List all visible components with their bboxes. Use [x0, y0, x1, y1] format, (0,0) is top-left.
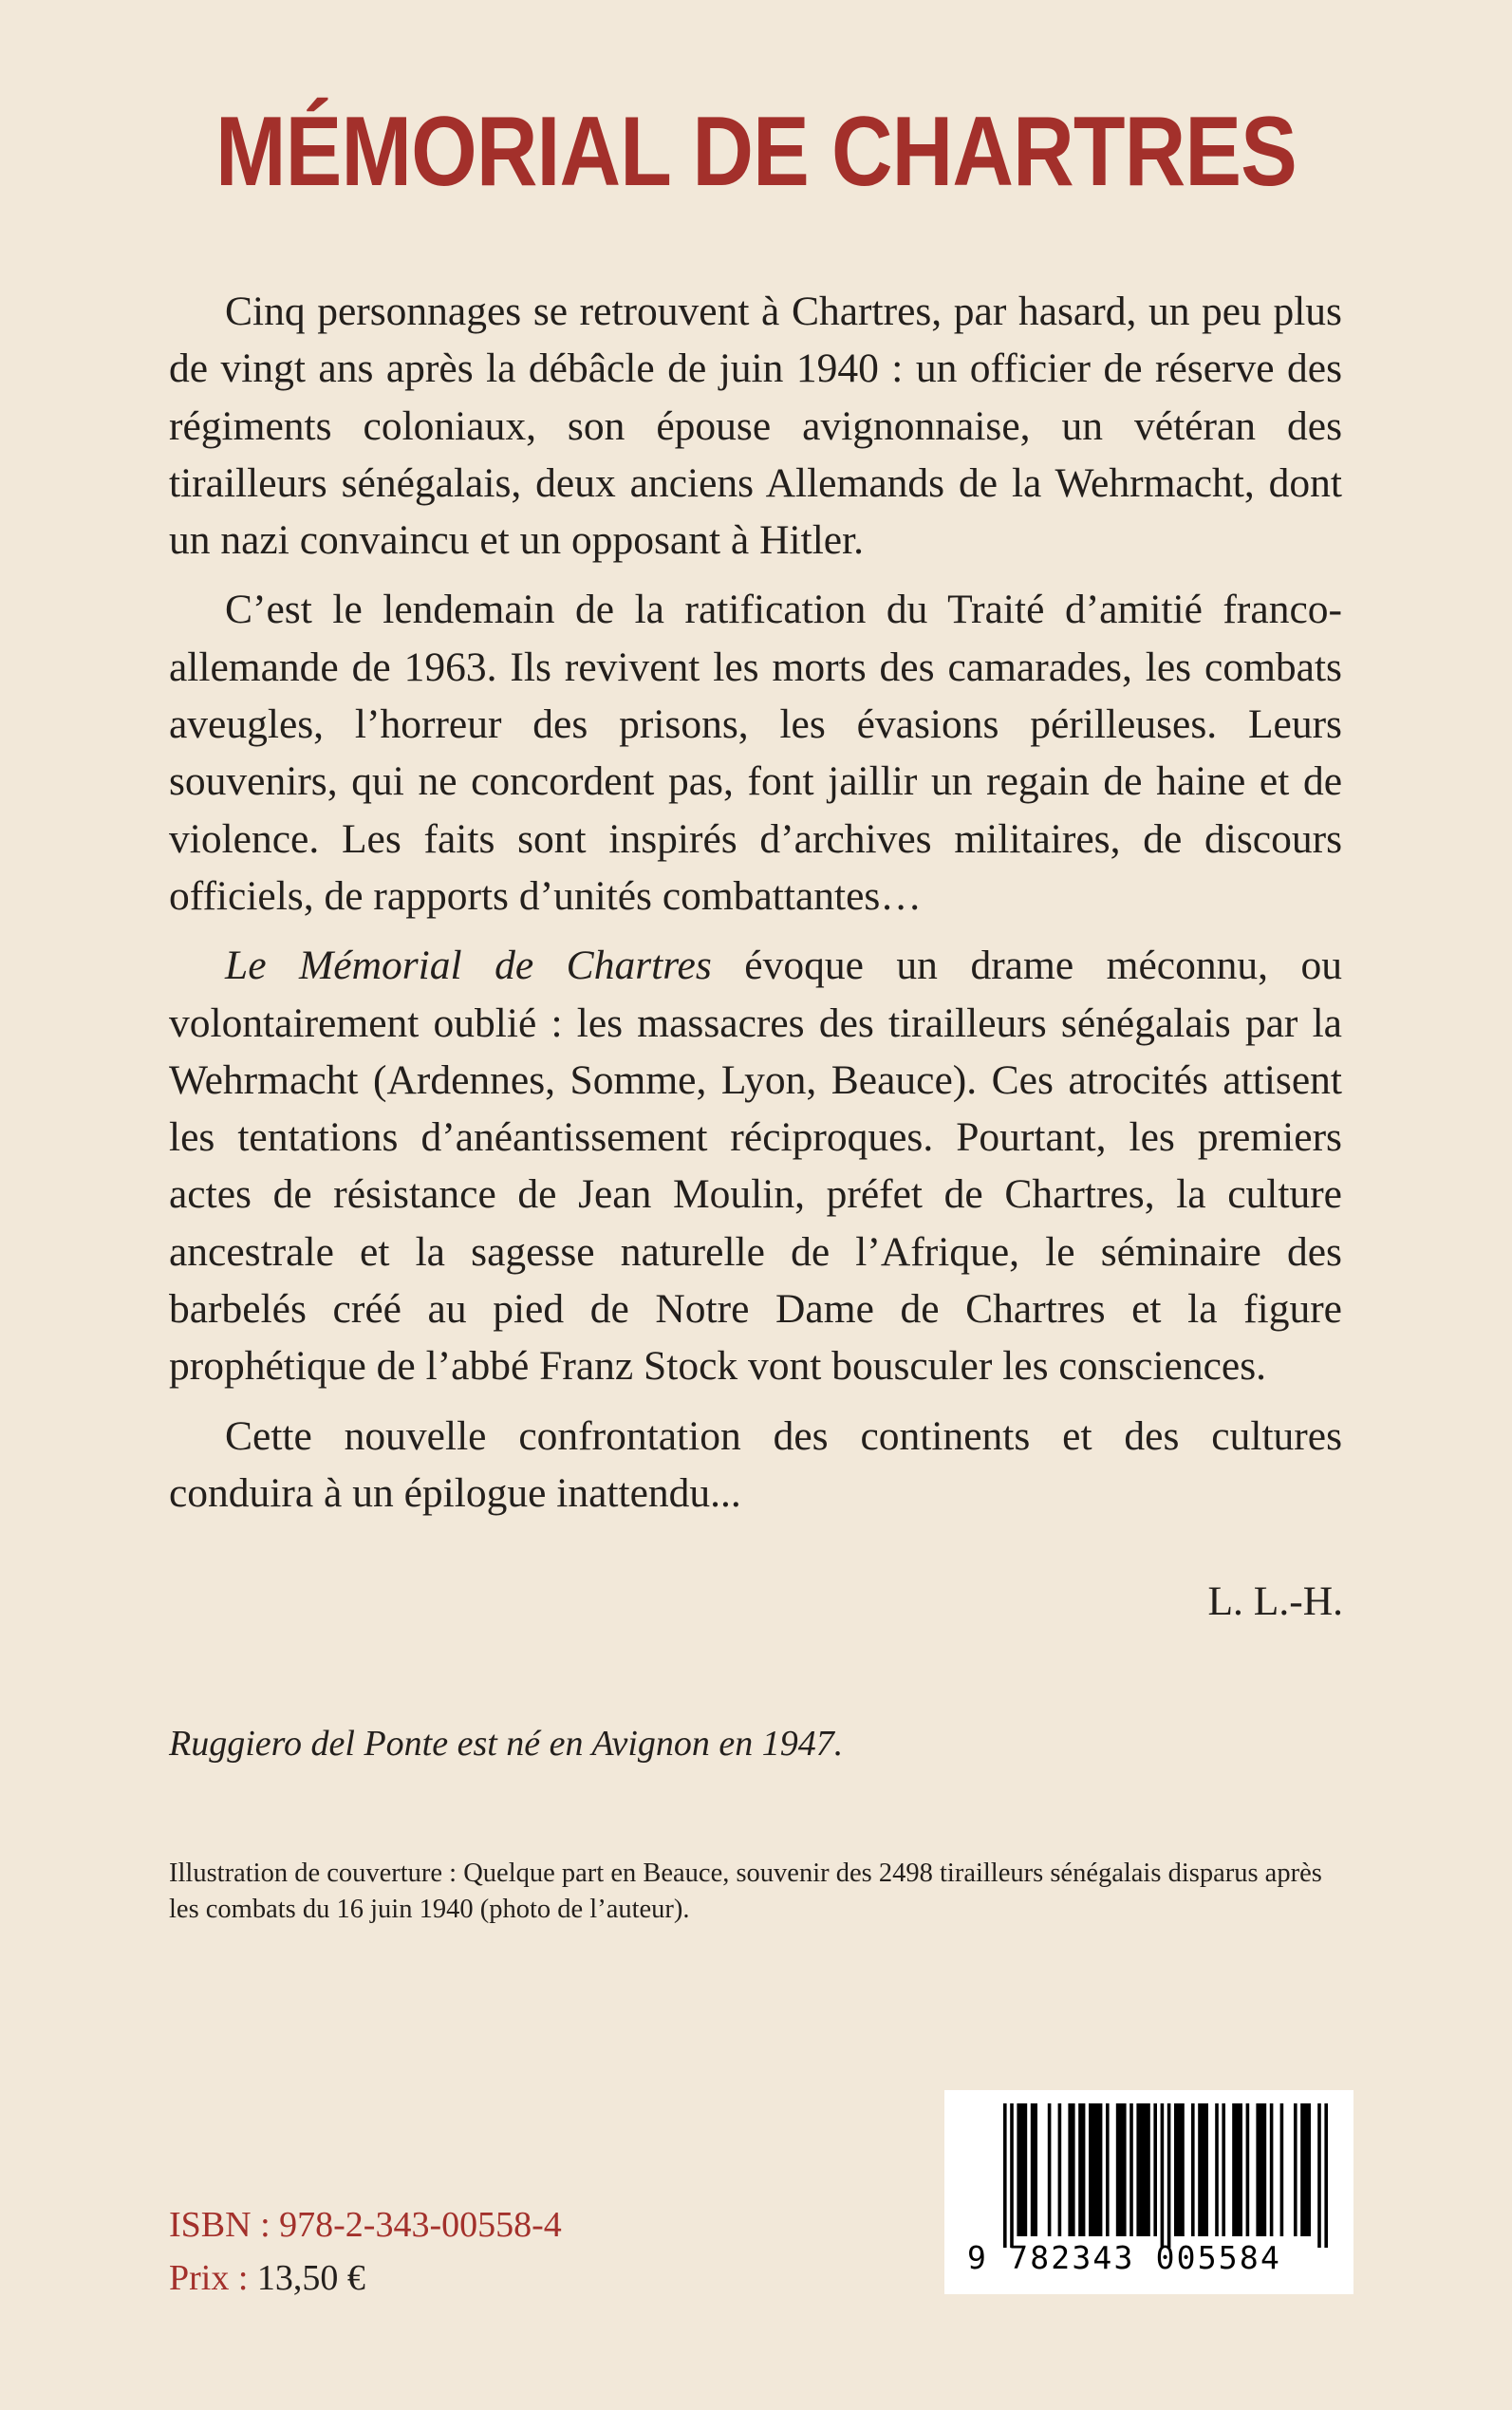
barcode-bar — [1116, 2103, 1127, 2236]
barcode-bar — [1161, 2103, 1165, 2248]
barcode-bar — [1256, 2103, 1266, 2236]
barcode-bar — [1031, 2103, 1037, 2236]
barcode — [944, 2090, 1353, 2294]
barcode-bar — [1129, 2103, 1133, 2236]
barcode-bar — [1153, 2103, 1157, 2236]
barcode-bar — [1078, 2103, 1085, 2236]
barcode-bar — [1058, 2103, 1062, 2236]
barcode-bar — [1167, 2103, 1171, 2248]
isbn: ISBN : 978-2-343-00558-4 — [169, 2205, 562, 2245]
blurb-paragraph-3 — [169, 937, 1342, 1394]
price-label: Prix : — [169, 2258, 249, 2298]
blurb-signature: L. L.-H. — [1207, 1579, 1343, 1624]
barcode-bar — [1068, 2103, 1074, 2236]
barcode-bar — [1215, 2103, 1219, 2236]
barcode-bar — [1280, 2103, 1284, 2236]
blurb-paragraph-4: Cette nouvelle confrontation des continents et des cultures conduira à un épilogue inattendu... — [169, 1412, 1342, 1516]
blurb-paragraph-1: Cinq personnages se retrouvent à Chartres, par hasard, un peu plus de vingt ans après la débâcle de juin 1940 : un officier de réserve des régiments coloniaux, son épouse avignonnaise, un vétéran des tirailleurs sénégalais, deux anciens Allemands de la Wehrmacht, dont un nazi convaincu et un opposant à Hitler. — [169, 289, 1342, 564]
barcode-bar — [1106, 2103, 1110, 2236]
barcode-bar — [1191, 2103, 1195, 2236]
blurb-text — [169, 283, 1342, 1522]
blurb-paragraph-2: C’est le lendemain de la ratification du Traité d’amitié franco-allemande de 1963. Ils revivent les morts des camarades, les combats aveugles, l’horreur des prisons, les évasions périlleuses. Leurs souvenirs, qui ne concordent pas, font jaillir un regain de haine et de violence. Les faits sont inspirés d’archives militaires, de discours officiels, de rapports d’unités combattantes… — [169, 587, 1342, 919]
price-value: 13,50 € — [248, 2258, 365, 2298]
barcode-bar — [1324, 2103, 1328, 2248]
book-title-italic: Le Mémorial de Chartres — [225, 943, 712, 989]
author-bio: Ruggiero del Ponte est né en Avignon en 1947. — [169, 1724, 844, 1764]
barcode-bar — [1232, 2103, 1242, 2236]
barcode-bar — [1222, 2103, 1225, 2236]
barcode-digits: 9 782343 005584 — [967, 2239, 1282, 2276]
book-title: MÉMORIAL DE CHARTRES — [215, 97, 1297, 207]
price — [169, 2255, 365, 2301]
barcode-bar — [1136, 2103, 1149, 2236]
barcode-bar — [1017, 2103, 1027, 2236]
barcode-bar — [1198, 2103, 1208, 2236]
barcode-bar — [1003, 2103, 1007, 2248]
barcode-bar — [1246, 2103, 1250, 2236]
barcode-bar — [1300, 2103, 1311, 2236]
barcode-bar — [1048, 2103, 1052, 2236]
blurb-paragraph-3-text: évoque un drame méconnu, ou volontairement oublié : les massacres des tirailleurs sénégalais par la Wehrmacht (Ardennes, Somme, Lyon, Beauce). Ces atrocités attisent les tentations d’anéantissement réciproques. Pourtant, les premiers actes de résistance de Jean Moulin, préfet de Chartres, la culture ancestrale et la sagesse naturelle de l’Afrique, le séminaire des barbelés créé au pied de Notre Dame de Chartres et la figure prophétique de l’abbé Franz Stock vont bousculer les consciences. — [169, 943, 1342, 1390]
barcode-bar — [1174, 2103, 1185, 2236]
barcode-bar — [1089, 2103, 1102, 2236]
barcode-bar — [1317, 2103, 1321, 2248]
barcode-bar — [1270, 2103, 1274, 2236]
barcode-bar — [1294, 2103, 1297, 2236]
barcode-bar — [1010, 2103, 1014, 2248]
cover-illustration-credit: Illustration de couverture : Quelque part en Beauce, souvenir des 2498 tirailleurs sénégalais disparus après les combats du 16 juin 1940 (photo de l’auteur). — [169, 1859, 1322, 1924]
